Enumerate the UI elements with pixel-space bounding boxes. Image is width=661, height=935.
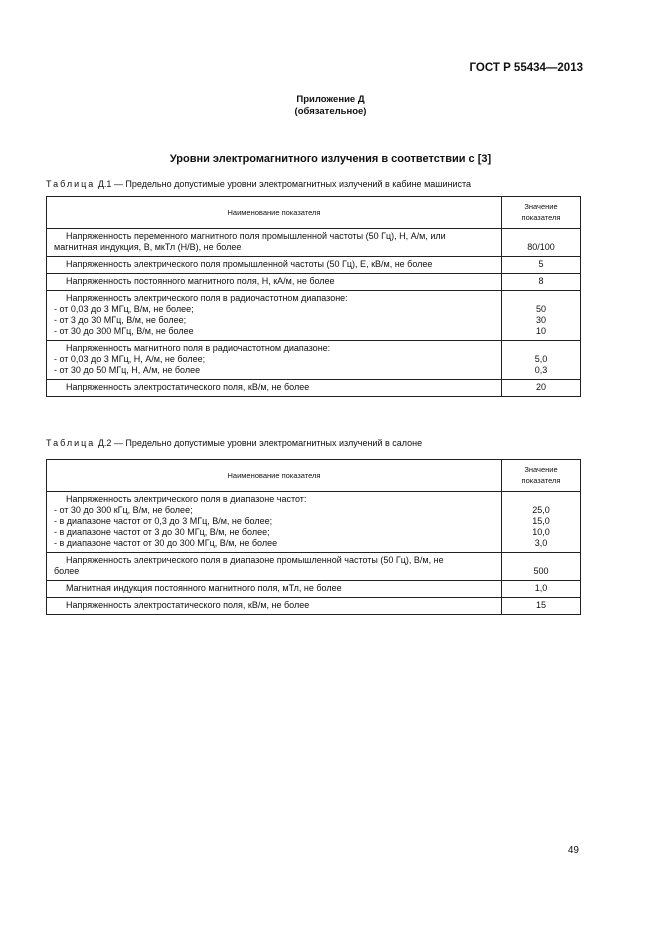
indicator-name-line: - в диапазоне частот от 3 до 30 МГц, В/м, не более;	[54, 527, 270, 537]
table2-caption-text: Д.2 — Предельно допустимые уровни электромагнитных излучений в салоне	[97, 438, 423, 448]
indicator-value-cell	[502, 274, 581, 291]
table-2	[46, 459, 581, 615]
indicator-value: 5,0	[534, 354, 548, 364]
indicator-name-cell	[47, 553, 502, 581]
table1-col-value-line2: показателя	[521, 213, 561, 222]
indicator-value-cell	[502, 553, 581, 581]
indicator-name-line: Напряженность магнитного поля в радиочастотном диапазоне:	[66, 343, 331, 353]
indicator-name-line: Магнитная индукция постоянного магнитного поля, мТл, не более	[66, 583, 342, 593]
indicator-value: 25,0	[532, 505, 550, 515]
indicator-name-line: Напряженность переменного магнитного поля промышленной частоты (50 Гц), Н, А/м, или	[66, 231, 446, 241]
indicator-value: 3,0	[534, 538, 548, 548]
indicator-value-cell	[502, 492, 581, 553]
indicator-name-cell	[47, 257, 502, 274]
indicator-name-line: Напряженность электрического поля в радиочастотном диапазоне:	[66, 293, 348, 303]
indicator-value: 0,3	[534, 365, 548, 375]
indicator-value: 500	[533, 566, 549, 576]
indicator-name-line: - от 30 до 300 МГц, В/м, не более	[54, 326, 194, 336]
table-row	[47, 581, 581, 598]
indicator-name-cell	[47, 598, 502, 615]
table1-col-value-line1: Значение	[524, 202, 558, 211]
indicator-name-cell	[47, 291, 502, 341]
table2-caption-label: Таблица	[46, 438, 96, 448]
indicator-value-cell	[502, 341, 581, 380]
section-title: Уровни электромагнитного излучения в соответствии с [3]	[169, 153, 492, 165]
indicator-name-cell	[47, 274, 502, 291]
table1-col-value	[502, 197, 581, 229]
indicator-name-line: Напряженность постоянного магнитного поля, Н, кА/м, не более	[66, 276, 335, 286]
indicator-value: 30	[535, 315, 546, 325]
table2-col-value	[502, 460, 581, 492]
table2-col-value-line2: показателя	[521, 476, 561, 485]
indicator-name-line: - от 0,03 до 3 МГц, Н, А/м, не более;	[54, 354, 206, 364]
indicator-value-cell	[502, 257, 581, 274]
indicator-value: 15	[535, 600, 546, 610]
indicator-name-line: Напряженность электрического поля промышленной частоты (50 Гц), Е, кВ/м, не более	[66, 259, 433, 269]
table2-col-value-line1: Значение	[524, 465, 558, 474]
indicator-name-line: более	[54, 566, 80, 576]
table-1	[46, 196, 581, 397]
table2-body	[47, 492, 581, 615]
indicator-name-cell	[47, 492, 502, 553]
indicator-name-line: Напряженность электростатического поля, кВ/м, не более	[66, 600, 310, 610]
table1-caption	[46, 179, 471, 189]
indicator-name-line: - в диапазоне частот от 30 до 300 МГц, В/м, не более	[54, 538, 278, 548]
standard-number: ГОСТ Р 55434—2013	[469, 62, 583, 74]
annex-status: (обязательное)	[294, 106, 367, 117]
indicator-value: 20	[535, 382, 546, 392]
page-number: 49	[567, 845, 579, 856]
table-row	[47, 291, 581, 341]
indicator-value: 80/100	[527, 242, 555, 252]
indicator-name-line: - от 30 до 50 МГц, Н, А/м, не более	[54, 365, 201, 375]
indicator-name-cell	[47, 229, 502, 257]
indicator-name-line: Напряженность электростатического поля, кВ/м, не более	[66, 382, 310, 392]
indicator-value: 15,0	[532, 516, 550, 526]
indicator-name-cell	[47, 341, 502, 380]
indicator-value: 8	[538, 276, 544, 286]
table1-caption-label: Таблица	[46, 179, 96, 189]
indicator-name-line: - от 0,03 до 3 МГц, В/м, не более;	[54, 304, 194, 314]
table-row	[47, 492, 581, 553]
indicator-name-cell	[47, 380, 502, 397]
indicator-value-cell	[502, 581, 581, 598]
table2-col-name: Наименование показателя	[47, 460, 502, 492]
indicator-name-line: - в диапазоне частот от 0,3 до 3 МГц, В/м, не более;	[54, 516, 273, 526]
table-row	[47, 553, 581, 581]
indicator-value-cell	[502, 291, 581, 341]
table2-caption	[46, 438, 422, 448]
table1-body	[47, 229, 581, 397]
indicator-name-line: магнитная индукция, В, мкТл (Н/В), не более	[54, 242, 242, 252]
indicator-value-cell	[502, 598, 581, 615]
table-row	[47, 341, 581, 380]
table-row	[47, 257, 581, 274]
table2-header-row	[47, 460, 581, 492]
table-row	[47, 380, 581, 397]
table-row	[47, 274, 581, 291]
indicator-value-cell	[502, 380, 581, 397]
table-row	[47, 229, 581, 257]
indicator-value-cell	[502, 229, 581, 257]
indicator-name-cell	[47, 581, 502, 598]
indicator-value: 50	[535, 304, 546, 314]
indicator-value: 10,0	[532, 527, 550, 537]
indicator-value: 5	[538, 259, 544, 269]
table1-header-row	[47, 197, 581, 229]
indicator-name-line: Напряженность электрического поля в диапазоне частот:	[66, 494, 307, 504]
table1-col-name: Наименование показателя	[47, 197, 502, 229]
table1-caption-text: Д.1 — Предельно допустимые уровни электромагнитных излучений в кабине машиниста	[97, 179, 472, 189]
indicator-name-line: Напряженность электрического поля в диапазоне промышленной частоты (50 Гц), В/м, не	[66, 555, 444, 565]
annex-title: Приложение Д	[296, 94, 365, 105]
indicator-value: 1,0	[534, 583, 548, 593]
indicator-name-line: - от 30 до 300 кГц, В/м, не более;	[54, 505, 193, 515]
table-row	[47, 598, 581, 615]
indicator-name-line: - от 3 до 30 МГц, В/м, не более;	[54, 315, 187, 325]
indicator-value: 10	[535, 326, 546, 336]
